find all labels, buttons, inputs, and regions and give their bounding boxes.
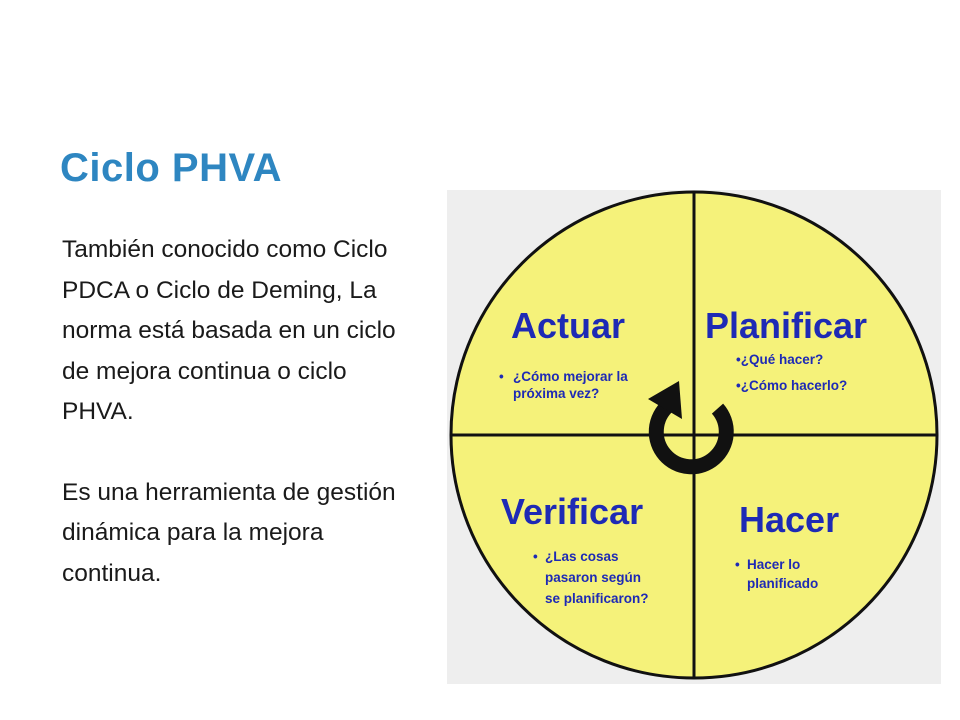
phva-diagram <box>447 190 941 684</box>
body-text <box>62 230 412 594</box>
verificar-bullet: • <box>533 549 538 564</box>
phva-cycle-svg <box>447 190 941 684</box>
actuar-title: Actuar <box>511 305 626 346</box>
planificar-item-1: •¿Qué hacer? <box>736 352 824 367</box>
planificar-title: Planificar <box>705 305 868 346</box>
paragraph-tool: Es una herramienta de gestión dinámica para la mejora continua. <box>62 478 396 587</box>
actuar-question-line-1: ¿Cómo mejorar la <box>513 369 628 384</box>
hacer-bullet: • <box>735 557 740 572</box>
hacer-title: Hacer <box>739 499 840 540</box>
hacer-item-line-2: planificado <box>747 576 819 591</box>
verificar-question-line-1: ¿Las cosas <box>545 549 619 564</box>
hacer-item-line-1: Hacer lo <box>747 557 801 572</box>
actuar-question-line-2: próxima vez? <box>513 386 600 401</box>
paragraph-definition: También conocido como Ciclo PDCA o Ciclo de Deming, La norma está basada en un ciclo de mejora continua o ciclo PHVA. <box>62 236 396 425</box>
verificar-title: Verificar <box>501 491 644 532</box>
actuar-bullet: • <box>499 369 504 384</box>
planificar-item-2: •¿Cómo hacerlo? <box>736 378 848 393</box>
verificar-question-line-3: se planificaron? <box>545 591 649 606</box>
slide-title: Ciclo PHVA <box>60 146 283 190</box>
verificar-question-line-2: pasaron según <box>545 570 642 585</box>
